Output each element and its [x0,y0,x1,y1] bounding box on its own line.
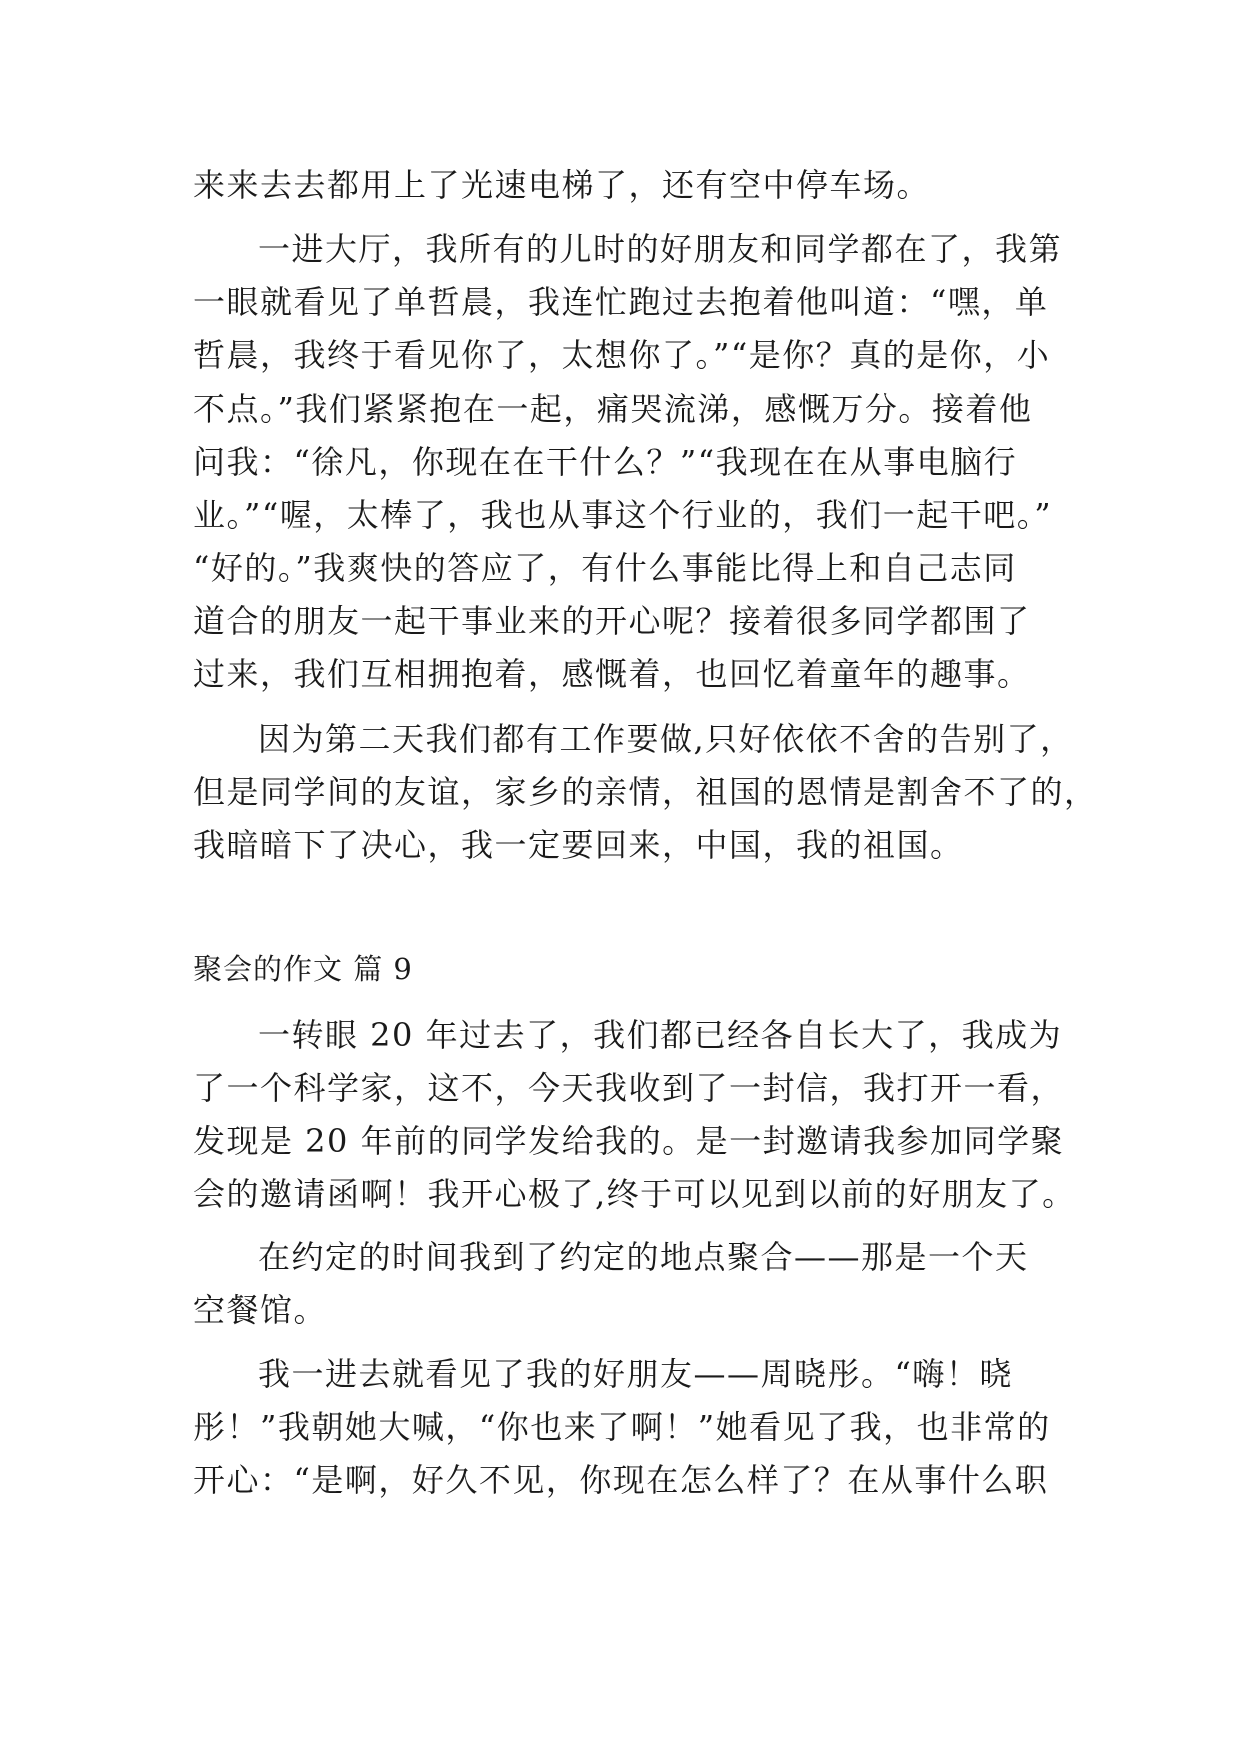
text-line: 道合的朋友一起干事业来的开心呢？接着很多同学都围了 [193,602,1031,640]
text-line: 但是同学间的友谊，家乡的亲情，祖国的恩情是割舍不了的， [193,773,1098,811]
paragraph-start-line: 一转眼 20 年过去了，我们都已经各自长大了，我成为 [258,1016,1063,1054]
text-line: 一眼就看见了单哲晨，我连忙跑过去抱着他叫道：“嘿，单 [193,283,1049,321]
text-line: 了一个科学家，这不，今天我收到了一封信，我打开一看， [193,1069,1065,1107]
section-heading: 聚会的作文 篇 9 [193,952,413,986]
paragraph-start-line: 我一进去就看见了我的好朋友——周晓彤。“嗨！晓 [258,1355,1013,1393]
text-line: 过来，我们互相拥抱着，感慨着，也回忆着童年的趣事。 [193,655,1031,693]
text-line: 空餐馆。 [193,1291,328,1329]
text-line: 不点。”我们紧紧抱在一起，痛哭流涕，感慨万分。接着他 [193,390,1033,428]
paragraph-start-line: 因为第二天我们都有工作要做,只好依依不舍的告别了， [258,720,1074,758]
text-line: 问我：“徐凡，你现在在干什么？”“我现在在从事电脑行 [193,443,1018,481]
paragraph-start-line: 在约定的时间我到了约定的地点聚合——那是一个天 [258,1238,1029,1276]
text-line: 彤！”我朝她大喊，“你也来了啊！”她看见了我，也非常的 [193,1408,1051,1446]
text-line: 会的邀请函啊！我开心极了,终于可以见到以前的好朋友了。 [193,1175,1076,1213]
text-line: 我暗暗下了决心，我一定要回来，中国，我的祖国。 [193,826,964,864]
text-line: 发现是 20 年前的同学发给我的。是一封邀请我参加同学聚 [193,1122,1065,1160]
text-line: “好的。”我爽快的答应了，有什么事能比得上和自己志同 [193,549,1017,587]
text-line: 开心：“是啊，好久不见，你现在怎么样了？在从事什么职 [193,1461,1049,1499]
text-line: 哲晨，我终于看见你了，太想你了。”“是你？真的是你，小 [193,336,1051,374]
text-line: 业。”“喔，太棒了，我也从事这个行业的，我们一起干吧。” [193,496,1053,534]
text-line: 来来去去都用上了光速电梯了，还有空中停车场。 [193,166,931,204]
paragraph-start-line: 一进大厅，我所有的儿时的好朋友和同学都在了，我第 [258,230,1063,268]
